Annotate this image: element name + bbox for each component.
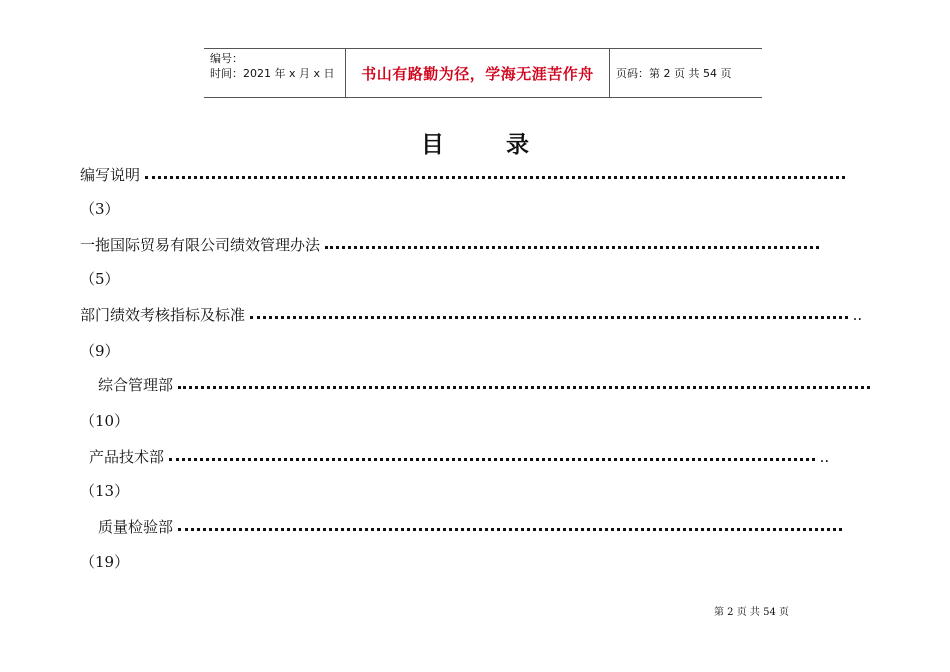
toc-entry-page: （5） — [80, 270, 120, 288]
toc-entry[interactable] — [98, 516, 842, 537]
toc-leader-dots — [178, 382, 870, 389]
toc-entry-label: 质量检验部 — [98, 518, 174, 536]
toc-leader-dots — [169, 454, 815, 461]
toc-entry-label: 部门绩效考核指标及标准 — [80, 306, 246, 324]
toc-entry[interactable] — [98, 374, 870, 395]
toc-entry-label: 一拖国际贸易有限公司绩效管理办法 — [80, 236, 321, 254]
toc-entry-page: （19） — [80, 553, 130, 571]
header-page-info: 页码：第 2 页 共 54 页 — [616, 67, 732, 80]
toc-entry-label: 编写说明 — [80, 166, 141, 184]
toc-entry[interactable] — [89, 446, 829, 467]
toc-leader-dots — [325, 242, 819, 249]
toc-leader-dots — [145, 172, 845, 179]
toc-leader-dots — [178, 524, 842, 531]
toc-entry-label: 产品技术部 — [89, 448, 165, 466]
document-header — [204, 48, 762, 98]
toc-entry[interactable] — [80, 234, 819, 255]
toc-title-char-2: 录 — [506, 131, 529, 158]
toc-title — [0, 126, 950, 159]
toc-entry-page: （9） — [80, 342, 120, 360]
header-motto-cell — [346, 49, 610, 97]
toc-entry-page: （13） — [80, 482, 130, 500]
toc-title-char-1: 目 — [421, 131, 444, 158]
toc-entry-label: 综合管理部 — [98, 376, 174, 394]
toc-leader-tail: .. — [852, 306, 863, 324]
document-time: 时间：2021 年 x 月 x 日 — [210, 67, 335, 80]
document-number-label: 编号： — [210, 52, 243, 65]
header-page-info-cell — [610, 49, 762, 97]
toc-leader-dots — [250, 312, 848, 319]
toc-entry-page: （10） — [80, 412, 130, 430]
page-footer: 第 2 页 共 54 页 — [714, 607, 789, 618]
toc-entry[interactable] — [80, 304, 862, 325]
toc-leader-tail: .. — [819, 448, 830, 466]
toc-entry-page: （3） — [80, 200, 120, 218]
toc-entry[interactable] — [80, 164, 845, 185]
header-motto: 书山有路勤为径，学海无涯苦作舟 — [361, 64, 594, 83]
header-meta — [204, 49, 346, 97]
